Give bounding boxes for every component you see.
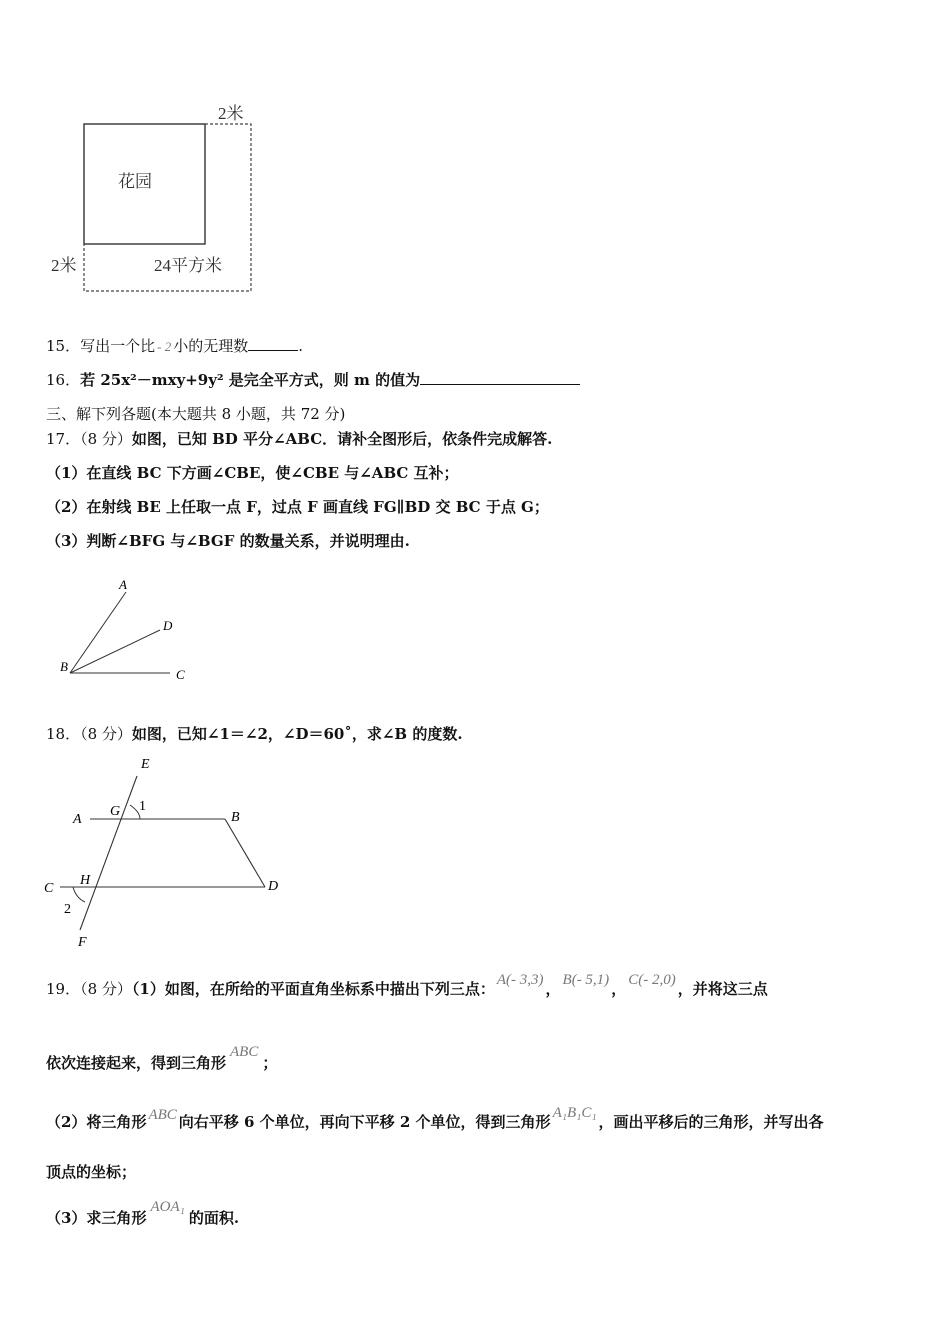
segment-BD	[225, 819, 265, 887]
question-15	[46, 336, 303, 357]
q17-score: （8 分）	[80, 430, 132, 448]
q19-sep-2: ，	[611, 980, 627, 998]
q19-part2-after: ，画出平移后的三角形，并写出各	[598, 1113, 824, 1131]
q16-text: 若 25x²－mxy+9y² 是完全平方式，则 m 的值为	[80, 371, 421, 389]
q17-label-B: B	[60, 659, 68, 674]
q18-label-2: 2	[64, 902, 71, 917]
question-18-stem	[46, 724, 463, 744]
q19-part1-before: （1）如图，在所给的平面直角坐标系中描出下列三点：	[131, 980, 495, 998]
question-19-line1	[46, 972, 768, 1000]
q19-point-C: C(- 2,0)	[628, 972, 676, 988]
q18-number: 18．	[46, 725, 81, 743]
q15-answer-blank[interactable]	[248, 336, 298, 351]
question-19-part2	[46, 1105, 824, 1133]
q18-label-C: C	[44, 881, 54, 896]
question-16	[46, 370, 580, 390]
q17-part2: （2）在射线 BE 上任取一点 F，过点 F 画直线 FG∥BD 交 BC 于点 G；	[46, 498, 549, 516]
q19-part2-mid: 向右平移 6 个单位，再向下平移 2 个单位，得到三角形	[178, 1113, 551, 1131]
question-17-stem	[46, 429, 552, 449]
q19-part3-before: （3）求三角形	[46, 1209, 147, 1227]
section-3-title: 三、解下列各题(本大题共 8 小题，共 72 分)	[46, 405, 346, 423]
q19-point-B: B(- 5,1)	[562, 972, 610, 988]
q18-label-D: D	[268, 879, 279, 894]
q19-line2-end: ；	[262, 1054, 278, 1072]
q19-math-a1b1c1: A₁B₁C₁	[552, 1105, 597, 1121]
q17-part1: （1）在直线 BC 下方画∠CBE，使∠CBE 与∠ABC 互补；	[46, 464, 459, 482]
q17-number: 17．	[46, 430, 81, 448]
garden-figure	[40, 95, 280, 305]
q18-stem-text: 如图，已知∠1＝∠2，∠D＝60˚，求∠B 的度数.	[131, 725, 463, 743]
q19-part3-after: 的面积.	[188, 1209, 240, 1227]
q15-math: - 2	[157, 339, 172, 354]
q18-label-G: G	[110, 804, 121, 819]
q19-line2-before: 依次连接起来，得到三角形	[46, 1054, 227, 1072]
q18-label-1: 1	[139, 799, 146, 814]
q19-point-A: A(- 3,3)	[496, 972, 544, 988]
q15-after: 小的无理数	[173, 337, 249, 355]
q18-label-E: E	[141, 757, 150, 772]
q19-part1-after: ，并将这三点	[677, 980, 768, 998]
q17-label-A: A	[119, 577, 127, 592]
q18-label-H: H	[80, 873, 91, 888]
question-19-part3	[46, 1199, 240, 1229]
q19-number: 19．	[46, 980, 81, 998]
q18-label-F: F	[78, 935, 87, 950]
q18-score: （8 分）	[80, 725, 132, 743]
area-label: 24平方米	[154, 256, 222, 275]
garden-label: 花园	[118, 172, 152, 191]
ray-BD	[70, 630, 160, 673]
q16-number: 16．	[46, 371, 81, 389]
q19-part2-abc: ABC	[148, 1107, 177, 1123]
q19-math-abc: ABC	[230, 1044, 259, 1060]
question-19-part2-line2: 顶点的坐标；	[46, 1163, 137, 1181]
angle-2-arc	[73, 887, 85, 902]
q17-stem-text: 如图，已知 BD 平分∠ABC．请补全图形后，依条件完成解答.	[131, 430, 553, 448]
q19-math-aoa1: AOA₁	[150, 1199, 185, 1215]
q15-before: 写出一个比	[80, 337, 156, 355]
left-2m-label: 2米	[51, 256, 77, 275]
q19-sep-1: ，	[545, 980, 561, 998]
q19-score: （8 分）	[80, 980, 132, 998]
q18-label-A: A	[73, 812, 82, 827]
question-19-line2	[46, 1044, 278, 1074]
q17-label-C: C	[176, 667, 185, 682]
q17-figure	[55, 575, 205, 690]
q17-label-D: D	[163, 618, 173, 633]
ray-BA	[70, 592, 126, 673]
q15-end: .	[298, 337, 303, 355]
q18-label-B: B	[231, 810, 240, 825]
top-right-2m-label: 2米	[218, 104, 244, 123]
line-EF	[80, 776, 137, 930]
q19-part2-before: （2）将三角形	[46, 1113, 147, 1131]
q18-figure	[40, 750, 290, 950]
q17-part3: （3）判断∠BFG 与∠BGF 的数量关系，并说明理由.	[46, 532, 410, 550]
q15-number: 15．	[46, 337, 81, 355]
q16-answer-blank[interactable]	[420, 370, 580, 385]
